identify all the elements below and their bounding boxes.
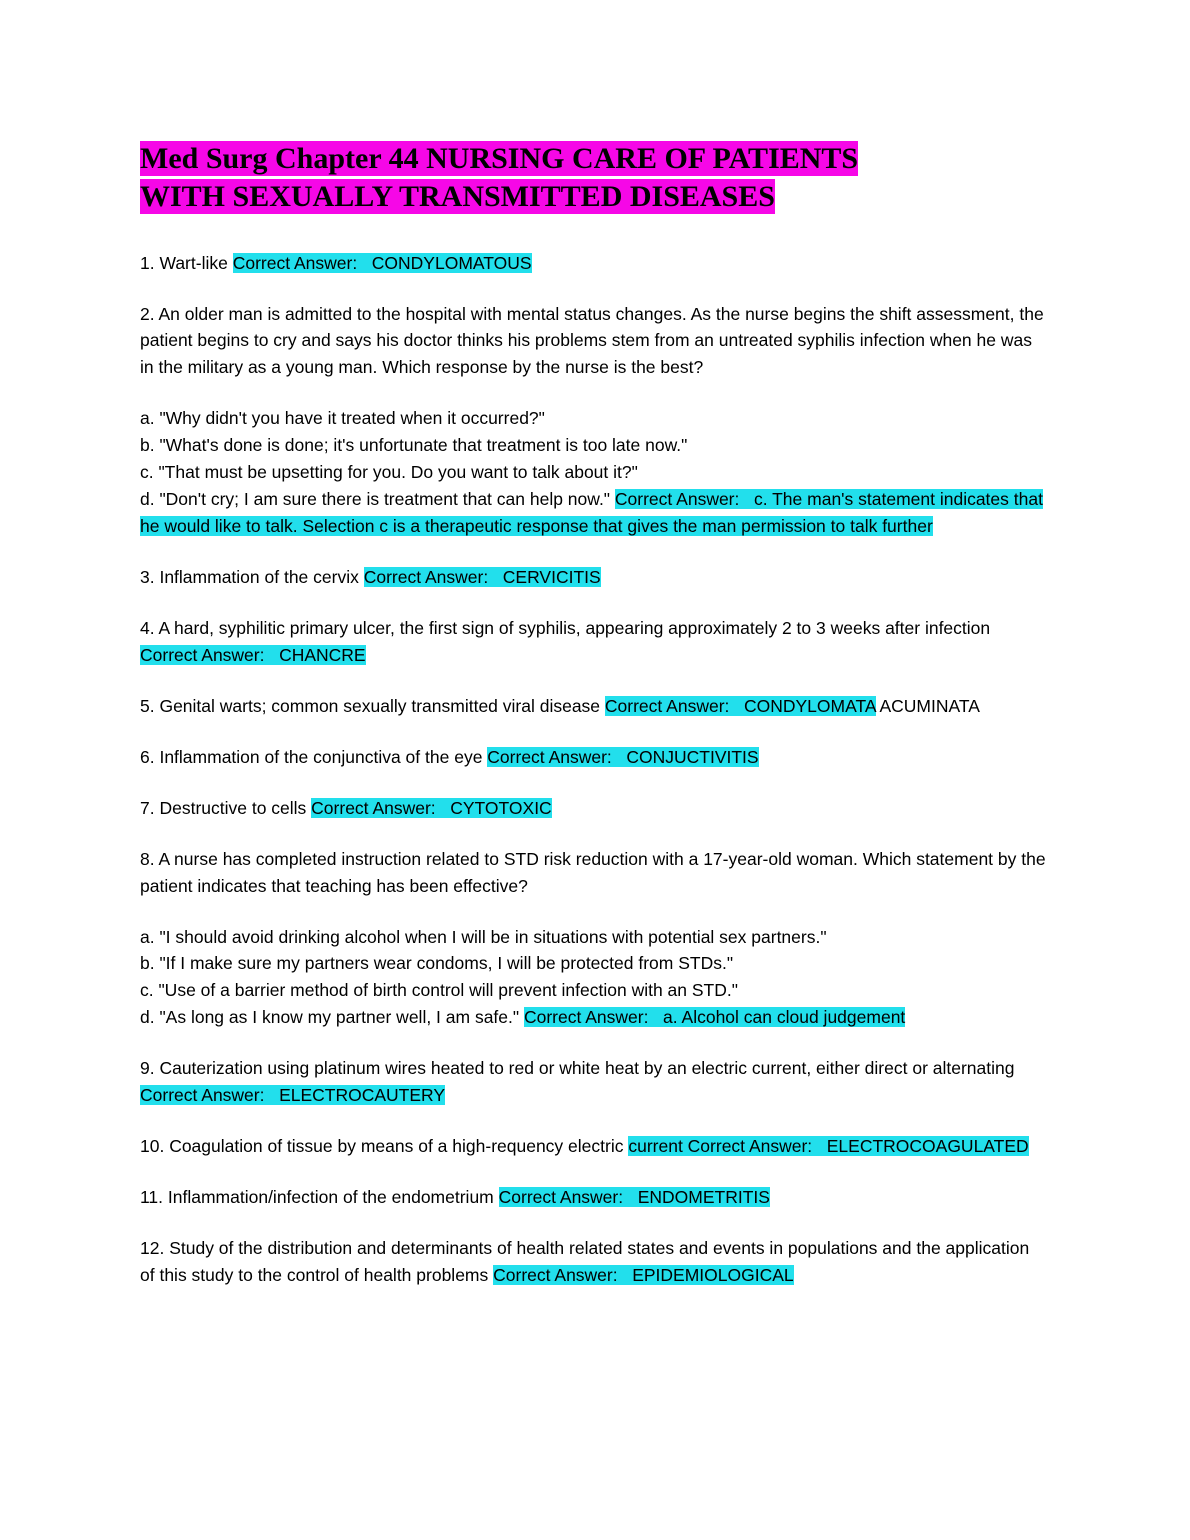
question-6 bbox=[140, 744, 1047, 771]
question-2-option-c bbox=[140, 459, 1047, 486]
text-segment: 2. An older man is admitted to the hospital with mental status changes. As the nurse begins the shift assessment, the patient begins to cry and says his doctor thinks his problems stem from an untreated syphilis infection when he was in the military as a young man. Which response by the nurse is the best? bbox=[140, 303, 1044, 378]
question-8-option-d-and-answer bbox=[140, 1004, 1047, 1031]
text-segment: c. "Use of a barrier method of birth control will prevent infection with an STD." bbox=[140, 980, 738, 1001]
question-2-option-a bbox=[140, 405, 1047, 432]
question-5 bbox=[140, 693, 1047, 720]
highlighted-answer: Correct Answer: CONDYLOMATOUS bbox=[232, 252, 532, 273]
text-segment: b. "If I make sure my partners wear condoms, I will be protected from STDs." bbox=[140, 953, 734, 974]
question-4 bbox=[140, 615, 1047, 669]
highlighted-answer: Correct Answer: EPIDEMIOLOGICAL bbox=[493, 1264, 794, 1285]
highlighted-answer: Correct Answer: ENDOMETRITIS bbox=[498, 1187, 770, 1208]
text-segment: 3. Inflammation of the cervix bbox=[140, 567, 364, 588]
text-segment: 12. Study of the distribution and determinants of health related states and events in populations and the application of this study to the control of health problems bbox=[140, 1238, 1030, 1285]
text-segment: b. "What's done is done; it's unfortunate that treatment is too late now." bbox=[140, 435, 688, 456]
highlighted-answer: Correct Answer: a. Alcohol can cloud judgement bbox=[523, 1007, 906, 1028]
question-12 bbox=[140, 1235, 1047, 1289]
text-segment: a. "Why didn't you have it treated when it occurred?" bbox=[140, 408, 545, 429]
text-segment: d. "Don't cry; I am sure there is treatment that can help now." bbox=[140, 489, 615, 510]
highlighted-answer: Correct Answer: CERVICITIS bbox=[363, 567, 601, 588]
highlighted-answer: Correct Answer: CHANCRE bbox=[140, 644, 366, 665]
highlighted-answer: Correct Answer: ELECTROCAUTERY bbox=[140, 1085, 446, 1106]
question-9 bbox=[140, 1055, 1047, 1109]
text-segment: 10. Coagulation of tissue by means of a high-requency electric bbox=[140, 1136, 629, 1157]
text-segment: d. "As long as I know my partner well, I am safe." bbox=[140, 1007, 524, 1028]
question-10 bbox=[140, 1133, 1047, 1160]
text-segment: 9. Cauterization using platinum wires heated to red or white heat by an electric current, either direct or alternating bbox=[140, 1058, 1015, 1079]
text-segment: 4. A hard, syphilitic primary ulcer, the first sign of syphilis, appearing approximately 2 to 3 weeks after infection bbox=[140, 617, 991, 638]
question-2-option-b bbox=[140, 432, 1047, 459]
question-1 bbox=[140, 250, 1047, 277]
highlighted-answer: Correct Answer: CONJUCTIVITIS bbox=[487, 746, 759, 767]
text-segment: 8. A nurse has completed instruction related to STD risk reduction with a 17-year-old woman. Which statement by the patient indicates that teaching has been effective? bbox=[140, 848, 1046, 896]
text-segment: 6. Inflammation of the conjunctiva of the eye bbox=[140, 746, 488, 767]
question-8-option-b bbox=[140, 950, 1047, 977]
title-line-2: WITH SEXUALLY TRANSMITTED DISEASES bbox=[140, 179, 775, 213]
text-segment: a. "I should avoid drinking alcohol when I will be in situations with potential sex partners." bbox=[140, 926, 827, 947]
text-segment: 1. Wart-like bbox=[140, 252, 233, 273]
text-segment: 11. Inflammation/infection of the endometrium bbox=[140, 1187, 499, 1208]
question-8-option-a bbox=[140, 924, 1047, 951]
text-segment: ACUMINATA bbox=[875, 695, 980, 716]
question-11 bbox=[140, 1184, 1047, 1211]
question-3 bbox=[140, 564, 1047, 591]
highlighted-answer: Correct Answer: c. The man's statement indicates that he would like to talk. Selection c is a therapeutic response that gives the man permission to talk further bbox=[140, 489, 1043, 537]
text-segment: 7. Destructive to cells bbox=[140, 797, 312, 818]
document-title bbox=[140, 140, 1047, 216]
question-8-option-c bbox=[140, 977, 1047, 1004]
highlighted-answer: Correct Answer: CYTOTOXIC bbox=[311, 797, 552, 818]
document-blocks bbox=[140, 250, 1047, 1289]
highlighted-answer: current Correct Answer: ELECTROCOAGULATED bbox=[628, 1136, 1029, 1157]
question-2 bbox=[140, 301, 1047, 382]
title-line-1: Med Surg Chapter 44 NURSING CARE OF PATIENTS bbox=[140, 142, 859, 175]
question-8 bbox=[140, 846, 1047, 900]
text-segment: 5. Genital warts; common sexually transmitted viral disease bbox=[140, 695, 605, 716]
question-2-option-d-and-answer bbox=[140, 486, 1047, 540]
question-7 bbox=[140, 795, 1047, 822]
highlighted-answer: Correct Answer: CONDYLOMATA bbox=[604, 695, 876, 716]
text-segment: c. "That must be upsetting for you. Do you want to talk about it?" bbox=[140, 462, 638, 483]
